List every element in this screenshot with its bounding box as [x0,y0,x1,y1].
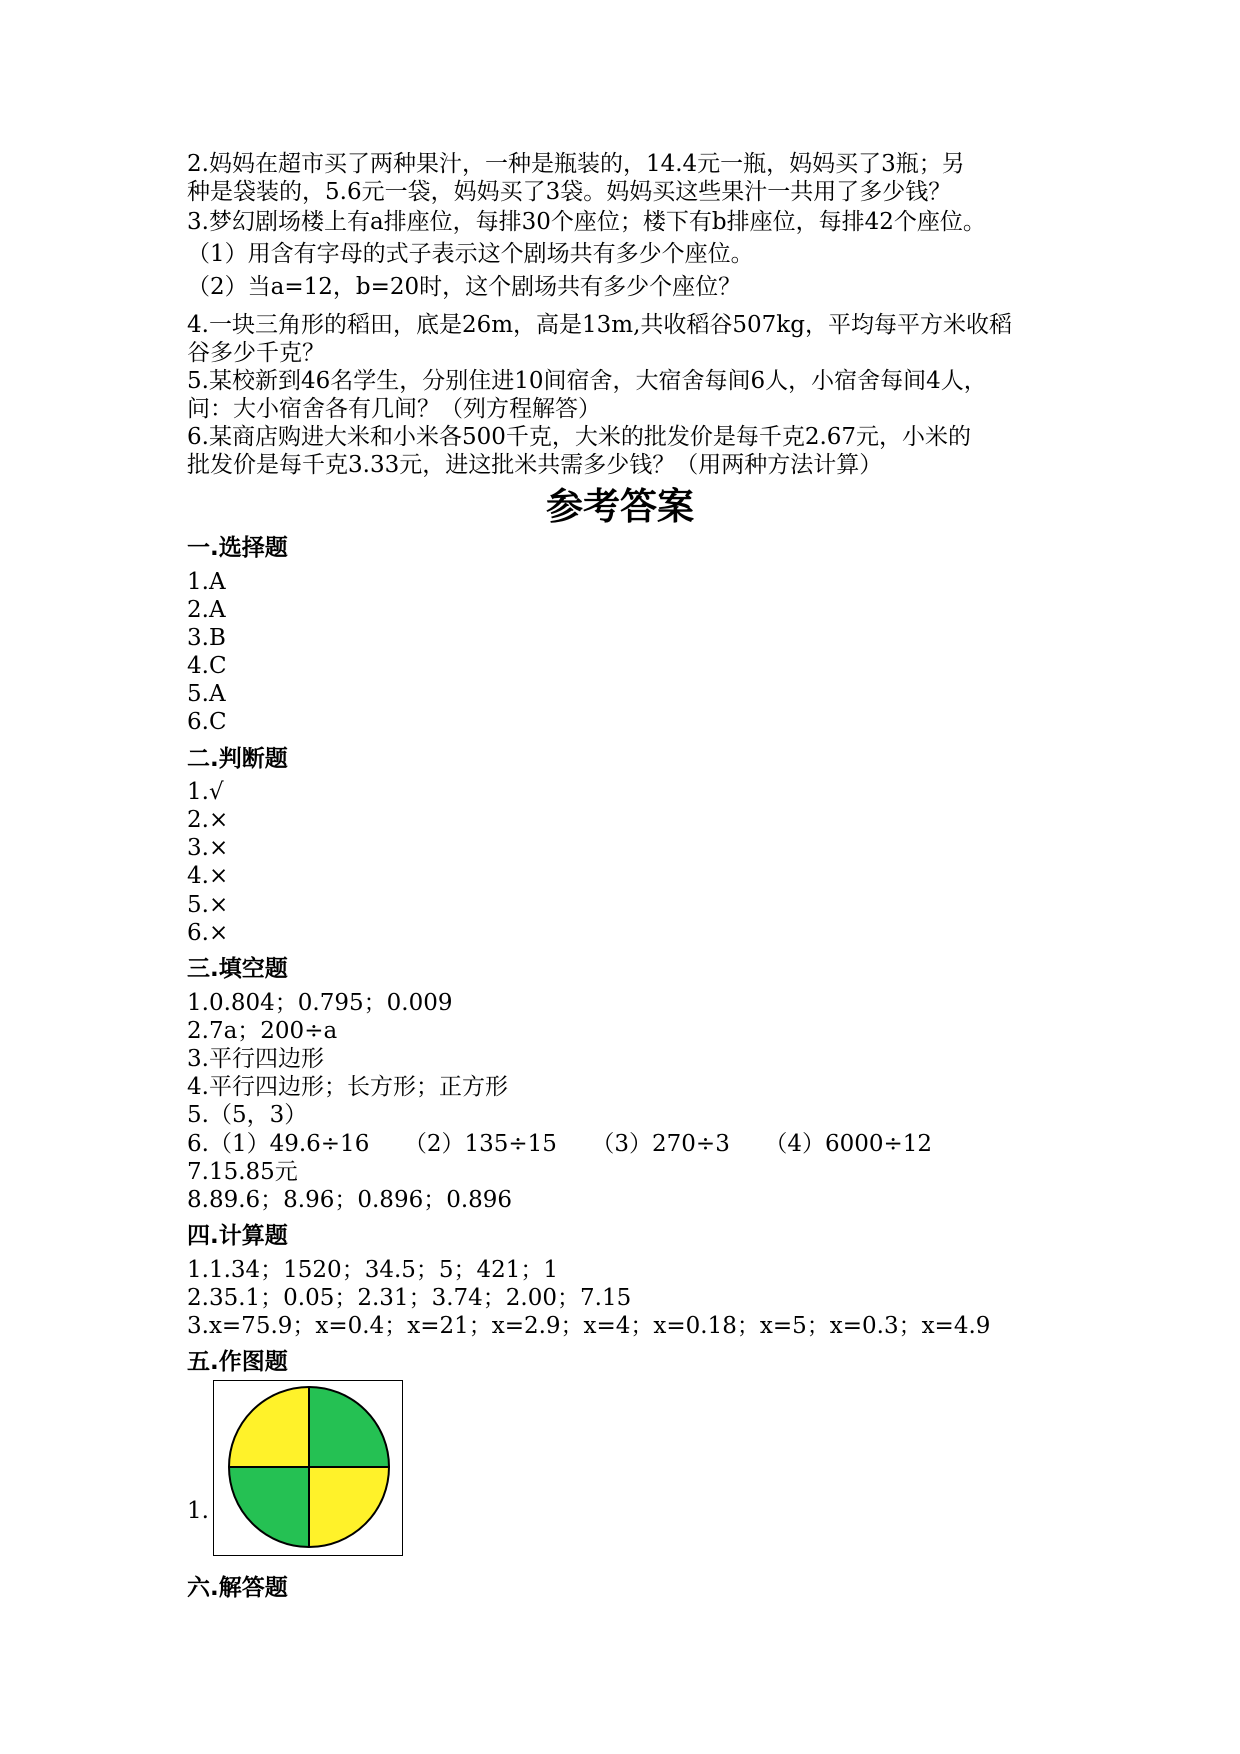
answer-item: 2.A [187,597,226,623]
answer-item: 3.x=75.9；x=0.4；x=21；x=2.9；x=4；x=0.18；x=5；x=0.3；x=4.9 [187,1313,991,1339]
quartered-circle-figure [214,1381,402,1555]
answer-item: 1.0.804；0.795；0.009 [187,990,453,1016]
answer-item: 5.A [187,681,226,707]
section-heading-choice: 一.选择题 [187,535,288,561]
answer-title: 参考答案 [546,485,694,528]
circle-quadrant-bottom-right [309,1467,389,1547]
answer-item: 2.7a；200÷a [187,1018,338,1044]
answer-item: 7.15.85元 [187,1159,298,1185]
section-heading-drawing: 五.作图题 [187,1349,288,1375]
figure-frame [213,1380,403,1556]
answer-item: 1.A [187,569,226,595]
problem-6-line-2: 批发价是每千克3.33元，进这批米共需多少钱？（用两种方法计算） [187,452,883,478]
answer-item: 8.89.6；8.96；0.896；0.896 [187,1187,513,1213]
answer-item: 4.平行四边形；长方形；正方形 [187,1074,508,1100]
problem-3-line-1: 3.梦幻剧场楼上有a排座位，每排30个座位；楼下有b排座位，每排42个座位。 [187,209,986,235]
answer-item: 3.平行四边形 [187,1046,324,1072]
problem-4-line-2: 谷多少千克？ [187,340,325,366]
answer-item: 1.1.34；1520；34.5；5；421；1 [187,1257,559,1283]
answer-item: 5.（5，3） [187,1102,308,1128]
answer-item: 2.× [187,807,229,833]
problem-3-part-2: （2）当a=12，b=20时，这个剧场共有多少个座位？ [187,274,742,300]
section-heading-judgment: 二.判断题 [187,746,288,772]
problem-5-line-2: 问：大小宿舍各有几间？（列方程解答） [187,396,601,422]
answer-item: 3.B [187,625,226,651]
problem-2-line-1: 2.妈妈在超市买了两种果汁，一种是瓶装的，14.4元一瓶，妈妈买了3瓶；另 [187,151,965,177]
answer-item: 5.× [187,892,229,918]
answer-item: 4.× [187,863,229,889]
circle-quadrant-top-right [309,1387,389,1467]
circle-quadrant-top-left [229,1387,309,1467]
section-heading-fill-blank: 三.填空题 [187,956,288,982]
answer-item: 6.（1）49.6÷16 （2）135÷15 （3）270÷3 （4）6000÷12 [187,1131,933,1157]
answer-item: 6.× [187,920,229,946]
section-heading-solutions: 六.解答题 [187,1575,288,1601]
answer-item: 6.C [187,709,227,735]
problem-3-part-1: （1）用含有字母的式子表示这个剧场共有多少个座位。 [187,241,754,267]
answer-item: 4.C [187,653,227,679]
problem-5-line-1: 5.某校新到46名学生，分别住进10间宿舍，大宿舍每间6人，小宿舍每间4人， [187,368,987,394]
answer-item: 1.√ [187,779,224,805]
answer-item: 1. [187,1498,209,1524]
section-heading-calculation: 四.计算题 [187,1223,288,1249]
answer-item: 3.× [187,835,229,861]
problem-6-line-1: 6.某商店购进大米和小米各500千克，大米的批发价是每千克2.67元，小米的 [187,424,972,450]
problem-2-line-2: 种是袋装的，5.6元一袋，妈妈买了3袋。妈妈买这些果汁一共用了多少钱？ [187,179,952,205]
answer-item: 2.35.1；0.05；2.31；3.74；2.00；7.15 [187,1285,632,1311]
problem-4-line-1: 4.一块三角形的稻田，底是26m，高是13m,共收稻谷507kg，平均每平方米收稻 [187,312,1012,338]
circle-quadrant-bottom-left [229,1467,309,1547]
